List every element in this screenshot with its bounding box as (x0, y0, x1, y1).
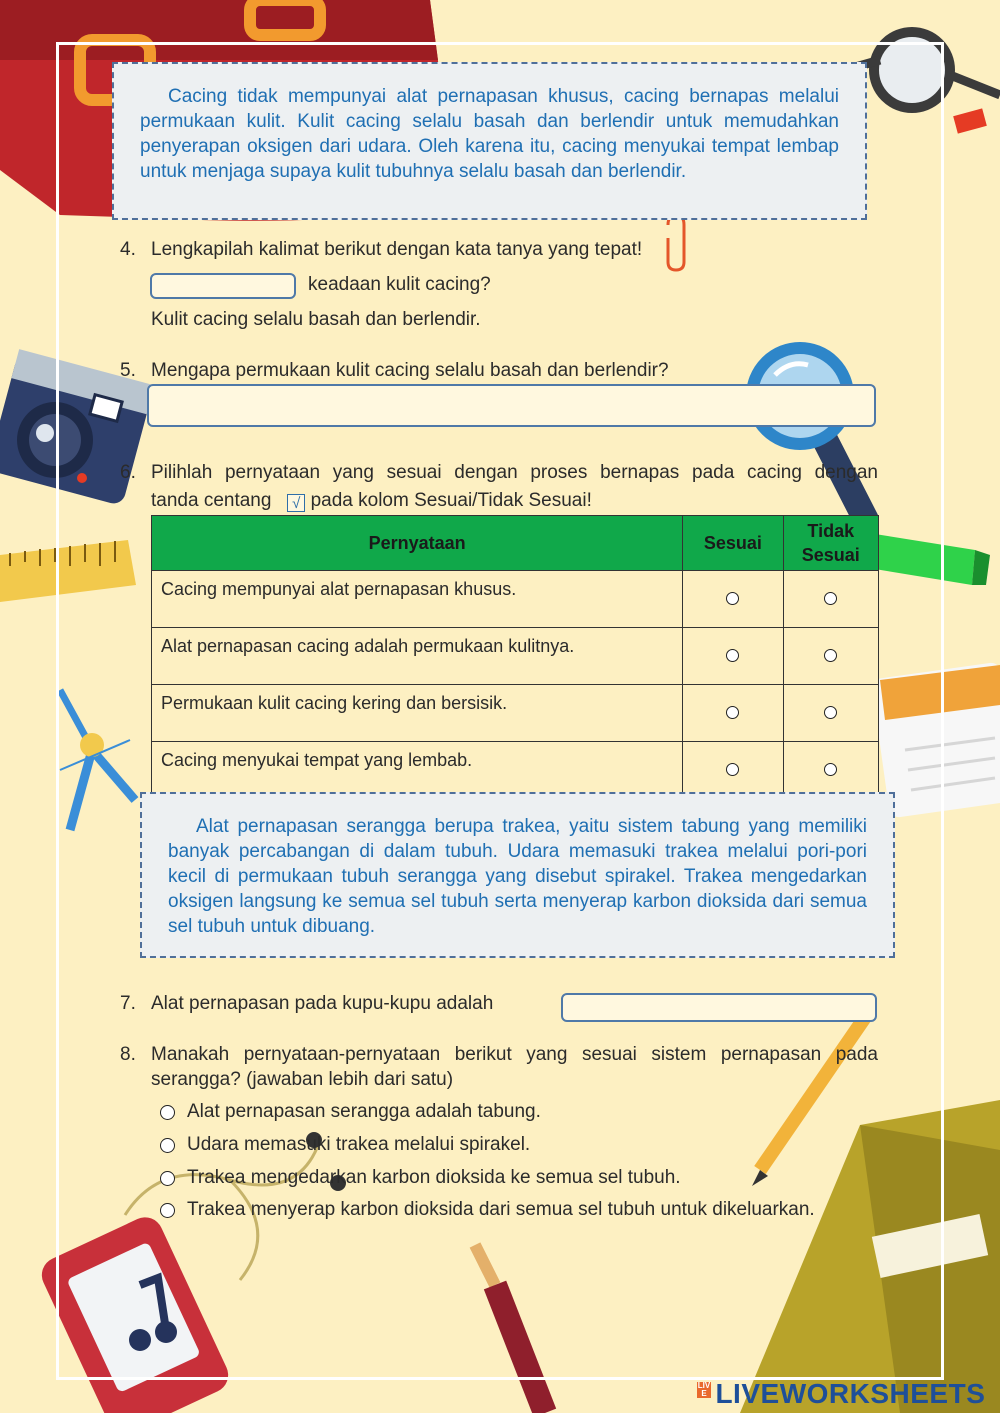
question-5-number: 5. (120, 360, 136, 381)
header-sesuai: Sesuai (683, 516, 783, 571)
question-8-number: 8. (120, 1044, 136, 1065)
radio-tidak-sesuai[interactable] (824, 649, 837, 662)
radio-tidak-sesuai[interactable] (824, 706, 837, 719)
question-4-answer-line: Kulit cacing selalu basah dan berlendir. (151, 309, 481, 330)
question-7-prompt: Alat pernapasan pada kupu-kupu adalah (151, 993, 494, 1014)
question-6-prompt-line2 (151, 488, 592, 514)
radio-sesuai[interactable] (726, 763, 739, 776)
statement-text: Cacing mempunyai alat pernapasan khusus. (152, 571, 683, 628)
question-6-prompt-post: pada kolom Sesuai/Tidak Sesuai! (310, 490, 592, 511)
question-5-prompt: Mengapa permukaan kulit cacing selalu basah dan berlendir? (151, 360, 669, 381)
logo-side-text: LIVE (697, 1381, 711, 1398)
statement-text: Permukaan kulit cacing kering dan bersisik. (152, 685, 683, 742)
radio-sesuai[interactable] (726, 592, 739, 605)
option-text: Trakea menyerap karbon dioksida dari semua sel tubuh untuk dikeluarkan. (187, 1199, 815, 1220)
question-6-number: 6. (120, 462, 136, 483)
info-text-cacing: Cacing tidak mempunyai alat pernapasan khusus, cacing bernapas melalui permukaan kulit. Kulit cacing selalu basah dan berlendir untuk memudahkan penyerapan oksigen dari udara. Oleh karena itu, cacing menyukai tempat lembap untuk menjaga supaya kulit tubuhnya selalu basah dan berlendir. (140, 86, 839, 182)
option-text: Trakea mengedarkan karbon dioksida ke semua sel tubuh. (187, 1167, 681, 1188)
option-radio[interactable] (160, 1138, 175, 1153)
radio-tidak-sesuai[interactable] (824, 592, 837, 605)
check-mark-icon: √ (287, 494, 305, 512)
radio-sesuai[interactable] (726, 649, 739, 662)
question-7-number: 7. (120, 993, 136, 1014)
radio-sesuai[interactable] (726, 706, 739, 719)
table-row (152, 742, 879, 799)
header-pernyataan: Pernyataan (152, 516, 683, 571)
table-row (152, 628, 879, 685)
header-tidak-sesuai: Tidak Sesuai (783, 516, 878, 571)
table-row (152, 685, 879, 742)
radio-tidak-sesuai[interactable] (824, 763, 837, 776)
question-6-prompt-line1: Pilihlah pernyataan yang sesuai dengan proses bernapas pada cacing dengan (151, 462, 878, 483)
option-radio[interactable] (160, 1171, 175, 1186)
info-text-serangga: Alat pernapasan serangga berupa trakea, yaitu sistem tabung yang memiliki banyak percabangan di dalam tubuh. Udara memasuki trakea melalui pori-pori kecil di permukaan tubuh serangga yang disebut spirakel. Trakea mengedarkan oksigen langsung ke semua sel tubuh serta menyerap karbon dioksida dari semua sel tubuh untuk dibuang. (168, 816, 867, 937)
question-4-sentence-rest: keadaan kulit cacing? (308, 274, 491, 295)
option-text: Alat pernapasan serangga adalah tabung. (187, 1101, 541, 1122)
question-4-number: 4. (120, 239, 136, 260)
table-row (152, 571, 879, 628)
statement-table (151, 515, 879, 799)
liveworksheets-logo (697, 1378, 985, 1410)
logo-text: LIVEWORKSHEETS (715, 1378, 986, 1409)
question-4-prompt: Lengkapilah kalimat berikut dengan kata tanya yang tepat! (151, 239, 643, 260)
question-6-prompt-pre: tanda centang (151, 490, 272, 511)
info-box-serangga (140, 792, 895, 958)
question-5-input[interactable] (147, 384, 876, 427)
question-7-input[interactable] (561, 993, 877, 1022)
option-text: Udara memasuki trakea melalui spirakel. (187, 1134, 531, 1155)
statement-text: Cacing menyukai tempat yang lembab. (152, 742, 683, 799)
option-radio[interactable] (160, 1105, 175, 1120)
option-radio[interactable] (160, 1203, 175, 1218)
question-8-prompt: Manakah pernyataan-pernyataan berikut yang sesuai sistem pernapasan pada serangga? (jawaban lebih dari satu) (151, 1044, 878, 1090)
question-4-input[interactable] (150, 273, 296, 299)
statement-text: Alat pernapasan cacing adalah permukaan kulitnya. (152, 628, 683, 685)
info-box-cacing (112, 62, 867, 220)
table-header-row (152, 516, 879, 571)
